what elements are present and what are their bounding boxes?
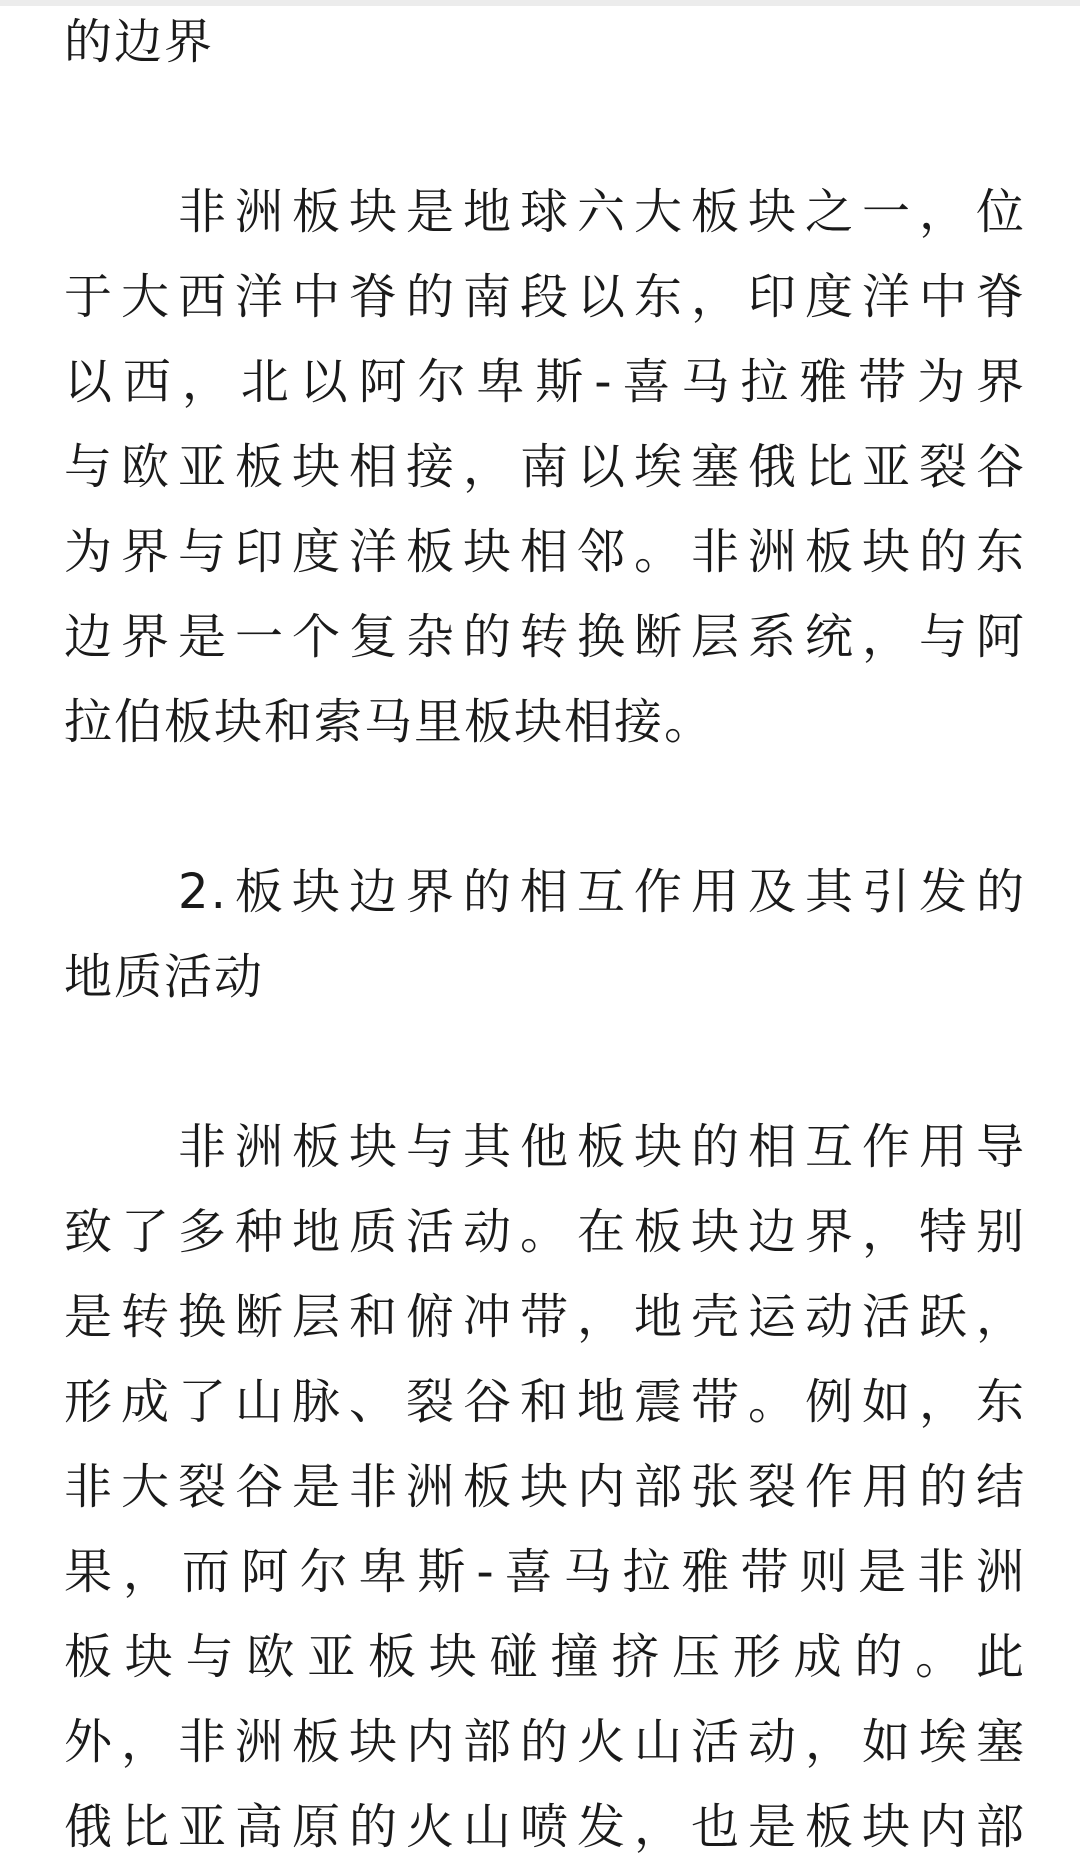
- text-line: 致了多种地质活动。在板块边界，特别: [64, 1204, 1026, 1260]
- article-body: [64, 0, 1026, 1870]
- text-line: 边界是一个复杂的转换断层系统，与阿: [64, 609, 1026, 665]
- text-line: 以西，北以阿尔卑斯-喜马拉雅带为界: [64, 354, 1026, 410]
- paragraph-gap: [64, 85, 1026, 170]
- text-line: 形成了山脉、裂谷和地震带。例如，东: [64, 1374, 1026, 1430]
- text-line: 与欧亚板块相接，南以埃塞俄比亚裂谷: [64, 439, 1026, 495]
- text-line: 果，而阿尔卑斯-喜马拉雅带则是非洲: [64, 1544, 1026, 1600]
- section-heading: 地质活动: [64, 949, 265, 1005]
- text-line: 非大裂谷是非洲板块内部张裂作用的结: [64, 1459, 1026, 1515]
- text-line: 为界与印度洋板块相邻。非洲板块的东: [64, 524, 1026, 580]
- text-line: 外，非洲板块内部的火山活动，如埃塞: [64, 1714, 1026, 1770]
- text-line: 的边界: [64, 14, 215, 70]
- text-line: 非洲板块是地球六大板块之一，位: [64, 184, 1026, 240]
- text-line: 非洲板块与其他板块的相互作用导: [64, 1119, 1026, 1175]
- paragraph-gap: [64, 1020, 1026, 1105]
- text-line: 是转换断层和俯冲带，地壳运动活跃，: [64, 1289, 1026, 1345]
- section-heading: 2.板块边界的相互作用及其引发的: [64, 864, 1026, 920]
- text-line: 板块与欧亚板块碰撞挤压形成的。此: [64, 1629, 1026, 1685]
- text-line: 于大西洋中脊的南段以东，印度洋中脊: [64, 269, 1026, 325]
- text-line: 拉伯板块和索马里板块相接。: [64, 694, 715, 750]
- paragraph-gap: [64, 765, 1026, 850]
- text-line: 俄比亚高原的火山喷发，也是板块内部: [64, 1799, 1026, 1855]
